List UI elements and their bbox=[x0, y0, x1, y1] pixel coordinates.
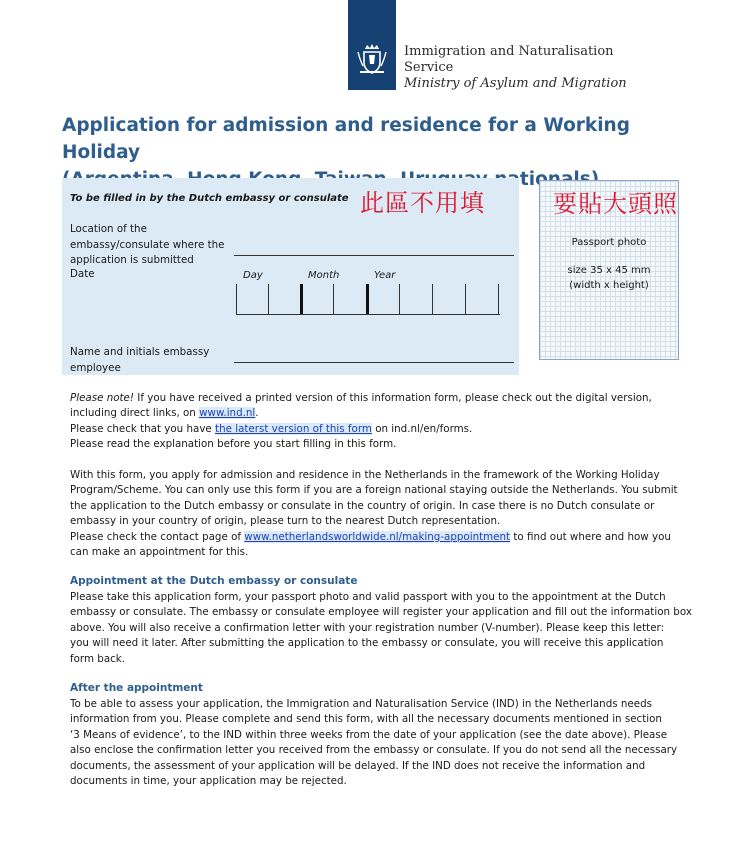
handwritten-note-embassy: 此區不用填 bbox=[360, 189, 485, 217]
day-label: Day bbox=[243, 270, 263, 281]
note-emphasis: Please note! bbox=[70, 392, 135, 404]
appointment-paragraph: Please take this application form, your passport photo and valid passport with you to the appointment at the Dutch embassy or consulate. The embassy or consulate employee will register your application and fill out the information box above. You will also receive a confirmation letter with your registration number (V-number). Please keep this letter: you will need it later. After submitting the application to the embassy or consulate, you will receive this application form back. bbox=[70, 591, 692, 665]
latest-form-link[interactable]: the laterst version of this form bbox=[215, 422, 372, 435]
date-label: Date bbox=[70, 268, 95, 280]
appointment-heading: Appointment at the Dutch embassy or consulate bbox=[70, 575, 358, 587]
month-label: Month bbox=[308, 270, 340, 281]
netherlandsworldwide-link[interactable]: www.netherlandsworldwide.nl/making-appointment bbox=[244, 530, 511, 543]
photo-size-dims: (width x height) bbox=[569, 280, 649, 291]
photo-label: Passport photo bbox=[571, 237, 647, 248]
embassy-box-heading: To be filled in by the Dutch embassy or consulate bbox=[70, 193, 349, 204]
location-label: Location of the embassy/consulate where the application is submitted bbox=[70, 223, 225, 266]
year-label: Year bbox=[374, 270, 396, 281]
photo-size: size 35 x 45 mm bbox=[567, 265, 651, 276]
handwritten-note-photo: 要貼大頭照 bbox=[553, 190, 678, 218]
agency-line1: Immigration and Naturalisation bbox=[404, 44, 614, 59]
location-field[interactable] bbox=[234, 255, 514, 256]
note-paragraph: Please note! If you have received a printed version of this information form, please check out the digital version, including direct links, on www.ind.nl. Please check that you have the laterst version of this form on ind.nl/en/forms. Please read the explanation before you start filling in this form. bbox=[70, 392, 652, 451]
title-line1: Application for admission and residence for a Working Holiday bbox=[62, 115, 630, 163]
date-field[interactable] bbox=[236, 284, 500, 315]
agency-name bbox=[404, 44, 627, 92]
intro-paragraph: With this form, you apply for admission and residence in the Netherlands in the framework of the Working Holiday Program/Scheme. You can only use this form if you are a foreign national staying outside the Netherlands. You submit the application to the Dutch embassy or consulate in the country of origin. In case there is no Dutch consulate or embassy in your country of origin, please turn to the nearest Dutch representation. Please check the contact page of www.netherlandsworldwide.nl/making-appointment to find out where and how you can make an appointment for this. bbox=[70, 469, 678, 559]
crest-icon bbox=[354, 40, 390, 76]
employee-name-label: Name and initials embassy employee bbox=[70, 346, 210, 374]
after-heading: After the appointment bbox=[70, 682, 203, 694]
ind-link[interactable]: www.ind.nl bbox=[199, 407, 256, 420]
ministry-name: Ministry of Asylum and Migration bbox=[404, 76, 627, 91]
after-paragraph: To be able to assess your application, the Immigration and Naturalisation Service (IND) in the Netherlands needs information from you. Please complete and send this form, with all the necessary documents mentioned in section ‘3 Means of evidence’, to the IND within three weeks from the date of your application (see the date above). Please also enclose the confirmation letter you received from the embassy or consulate. If you do not send all the necessary documents, the assessment of your application will be delayed. If the IND does not receive the information and documents in time, your application may be rejected. bbox=[70, 698, 678, 788]
employee-name-field[interactable] bbox=[234, 362, 514, 363]
agency-line2: Service bbox=[404, 60, 454, 75]
